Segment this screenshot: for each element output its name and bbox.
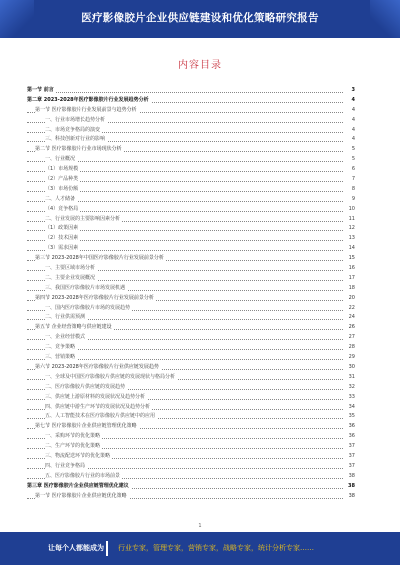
toc-entry-page: 36	[347, 422, 355, 432]
toc-entry-page: 3	[350, 86, 355, 96]
toc-entry-label: （1）政策因素	[45, 225, 79, 232]
toc-entry[interactable]	[27, 284, 355, 294]
toc-entry-page: 12	[347, 224, 355, 234]
toc-entry[interactable]	[27, 126, 355, 136]
toc-entry-page: 10	[347, 205, 355, 215]
toc-entry-label: 二、医疗影像胶片供应链的发展趋势	[45, 383, 126, 390]
toc-entry-label: 第六节 2023-2028年医疗影像胶片行业供应链发展趋势	[35, 363, 159, 370]
toc-entry[interactable]	[27, 175, 355, 185]
toc-entry-page: 27	[347, 333, 355, 343]
toc-entry[interactable]	[27, 452, 355, 462]
toc-entry-label: 二、行业供需预测	[45, 314, 86, 321]
toc-entry-label: 第二节 医疗影像胶片行业市场现状分析	[35, 146, 122, 153]
toc-entry[interactable]	[27, 195, 355, 205]
toc-entry[interactable]	[27, 403, 355, 413]
toc-entry-page: 20	[347, 294, 355, 304]
toc-entry-label: 四、行业竞争格局	[45, 462, 86, 469]
toc-entry[interactable]	[27, 304, 355, 314]
toc-entry[interactable]	[27, 432, 355, 442]
toc-entry-label: 一、企业经营模式	[45, 334, 86, 341]
toc-entry-label: 第一节 医疗影像胶片行业发展前景与趋势分析	[35, 106, 137, 113]
toc-entry-label: 第三节 2023-2028年中国医疗影像胶片行业发展前景分析	[35, 255, 164, 262]
footer-divider	[106, 541, 108, 556]
toc-entry-label: 二、生产环节的优化策略	[45, 443, 101, 450]
toc-entry-page: 4	[350, 135, 355, 145]
footer-tagline: 行业专家，管理专家，营销专家，战略专家，统计分析专家……	[118, 544, 314, 552]
toc-entry-page: 37	[347, 452, 355, 462]
toc-entry-label: 二、人才储备	[45, 195, 76, 202]
toc-entry-label: 第七节 医疗影像胶片企业供应链管理优化策略	[35, 423, 137, 430]
toc-entry-page: 37	[347, 462, 355, 472]
toc-entry-page: 34	[347, 403, 355, 413]
toc-entry[interactable]	[27, 234, 355, 244]
toc-entry-page: 38	[347, 492, 355, 502]
toc-entry-page: 17	[347, 274, 355, 284]
toc-entry-label: 五、人工智能技术在医疗影像胶片供应链中的应用	[45, 413, 156, 420]
toc-entry[interactable]	[27, 333, 355, 343]
toc-entry-label: 第三章 医疗影像胶片企业供应链管理优化建议	[27, 482, 129, 489]
toc-entry-label: （2）技术因素	[45, 235, 79, 242]
toc-entry[interactable]	[27, 254, 355, 264]
toc-entry-label: （3）市场份额	[45, 185, 79, 192]
toc-entry[interactable]	[27, 412, 355, 422]
toc-entry[interactable]	[27, 422, 355, 432]
report-title: 医疗影像胶片企业供应链建设和优化策略研究报告	[81, 12, 319, 24]
toc-entry-page: 16	[347, 264, 355, 274]
toc-entry[interactable]	[27, 383, 355, 393]
toc-entry[interactable]	[27, 353, 355, 363]
toc-entry-page: 6	[350, 165, 355, 175]
toc-entry-label: （4）竞争格局	[45, 205, 79, 212]
toc-entry-label: 一、国内医疗影像胶片市场的发展趋势	[45, 304, 131, 311]
toc-entry-page: 30	[347, 363, 355, 373]
toc-entry[interactable]	[27, 155, 355, 165]
toc-entry-page: 4	[350, 116, 355, 126]
toc-entry-label: 二、行业发展的主要影响因素分析	[45, 215, 121, 222]
toc-entry-label: 一、主要区域市场分析	[45, 265, 96, 272]
toc-entry-page: 5	[350, 155, 355, 165]
toc-entry-page: 35	[347, 412, 355, 422]
toc-entry-page: 15	[347, 254, 355, 264]
toc-entry[interactable]	[27, 373, 355, 383]
toc-entry[interactable]	[27, 165, 355, 175]
toc-entry-page: 37	[347, 442, 355, 452]
toc-entry[interactable]	[27, 86, 355, 96]
toc-entry[interactable]	[27, 264, 355, 274]
toc-entry-page: 38	[347, 472, 355, 482]
toc-entry[interactable]	[27, 116, 355, 126]
toc-entry[interactable]	[27, 224, 355, 234]
toc-entry-label: （3）需求因素	[45, 245, 79, 252]
toc-entry[interactable]	[27, 343, 355, 353]
toc-entry-label: 二、竞争策略	[45, 344, 76, 351]
toc-entry-label: 三、科技创新对行业的影响	[45, 136, 106, 143]
toc-leader-dots	[27, 92, 343, 93]
toc-entry-label: （2）产品种类	[45, 176, 79, 183]
toc-entry-label: 一、行业市场增长趋势分析	[45, 116, 106, 123]
toc-entry[interactable]	[27, 244, 355, 254]
toc-entry[interactable]	[27, 492, 355, 502]
page-number: 1	[198, 523, 202, 529]
toc-entry-page: 4	[350, 126, 355, 136]
toc-entry-label: 第一节 医疗影像胶片企业供应链优化策略	[35, 492, 127, 499]
toc-entry-page: 22	[347, 304, 355, 314]
toc-entry-page: 11	[347, 215, 355, 225]
toc-entry-page: 4	[350, 96, 355, 106]
toc-entry[interactable]	[27, 274, 355, 284]
toc-entry-label: 一、采购环节的优化策略	[45, 433, 101, 440]
toc-entry[interactable]	[27, 145, 355, 155]
toc-entry-page: 28	[347, 343, 355, 353]
toc-entry-page: 32	[347, 383, 355, 393]
toc-entry-page: 31	[347, 373, 355, 383]
toc-entry-page: 4	[350, 106, 355, 116]
toc-entry[interactable]	[27, 313, 355, 323]
toc-entry-page: 33	[347, 393, 355, 403]
toc-entry-label: 第二章 2023-2028年医疗影像胶片行业发展趋势分析	[27, 96, 149, 103]
toc-entry[interactable]	[27, 472, 355, 482]
toc-entry-label: 三、我国医疗影像胶片市场发展机遇	[45, 284, 126, 291]
toc-entry[interactable]	[27, 106, 355, 116]
toc-entry-page: 18	[347, 284, 355, 294]
toc-entry-label: 第四节 2023-2028年医疗影像胶片行业发展前景分析	[35, 294, 154, 301]
toc-entry[interactable]	[27, 363, 355, 373]
toc-entry-page: 26	[347, 323, 355, 333]
toc-entry-label: 四、供应链中游生产环节的发展状况及趋势分析	[45, 403, 151, 410]
toc-entry-page: 8	[350, 185, 355, 195]
toc-entry[interactable]	[27, 323, 355, 333]
toc-entry-page: 9	[350, 195, 355, 205]
toc-entry-label: 一、行业概况	[45, 156, 76, 163]
toc-entry-label: 二、主要企业发展概况	[45, 274, 96, 281]
toc-entry-page: 29	[347, 353, 355, 363]
toc-entry-label: 三、营销策略	[45, 354, 76, 361]
toc-entry[interactable]	[27, 294, 355, 304]
toc-entry-label: 五、医疗影像胶片行业的市场前景	[45, 472, 121, 479]
toc-entry[interactable]	[27, 96, 355, 106]
toc-entry[interactable]	[27, 135, 355, 145]
toc-entry-label: 三、物流配送环节的优化策略	[45, 452, 111, 459]
toc-entry[interactable]	[27, 482, 355, 492]
toc-entry[interactable]	[27, 185, 355, 195]
toc-entry[interactable]	[27, 442, 355, 452]
toc-entry[interactable]	[27, 215, 355, 225]
toc-entry-page: 24	[347, 313, 355, 323]
toc-entry-page: 7	[350, 175, 355, 185]
toc-entry[interactable]	[27, 205, 355, 215]
footer-banner	[0, 532, 400, 565]
toc-entry[interactable]	[27, 393, 355, 403]
toc-entry-label: 三、供应链上游原材料的发展状况及趋势分析	[45, 393, 146, 400]
toc-entry[interactable]	[27, 462, 355, 472]
toc-entry-page: 36	[347, 432, 355, 442]
header-banner	[0, 0, 400, 38]
toc-entry-label: 第一节 前言	[27, 87, 54, 93]
toc-entry-page: 13	[347, 234, 355, 244]
toc-entry-page: 14	[347, 244, 355, 254]
toc-entry-label: 第五节 企业经营策略与供应链建设	[35, 324, 112, 331]
toc-entry-label: 一、全球及中国医疗影像胶片供应链的发展现状与格局分析	[45, 373, 176, 380]
footer-slogan: 让每个人都能成为	[48, 544, 104, 552]
toc-heading: 内容目录	[178, 60, 222, 71]
toc-entry-page: 38	[346, 482, 355, 492]
toc-entry-label: 二、市场竞争格局的演变	[45, 126, 101, 133]
table-of-contents	[27, 86, 355, 501]
toc-entry-page: 5	[350, 145, 355, 155]
toc-entry-label: （1）市场规模	[45, 166, 79, 173]
